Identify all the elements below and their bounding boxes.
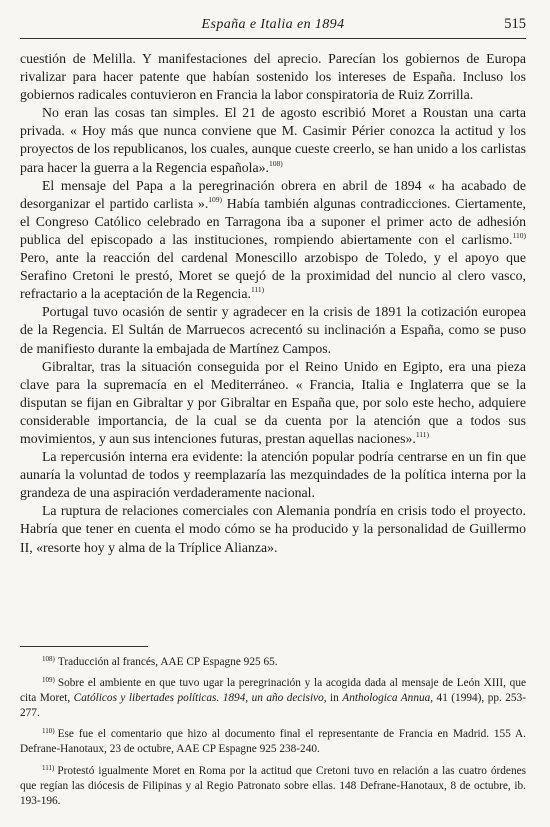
paragraph bbox=[20, 448, 526, 502]
paragraph-text: No eran las cosas tan simples. El 21 de agosto escribió Moret a Roustan una carta privada. « Hoy más que nunca conviene que M. Casimir Périer conozca la actitud y los proyectos de los republicanos, los cuales, aunque cueste creerlo, se han unido a los carlistas para hacer la guerra a la Regencia española». bbox=[20, 105, 526, 175]
footnote-text: , 41 (1994), pp. 253-277. bbox=[20, 692, 526, 720]
footnote-reference: 108) bbox=[268, 158, 283, 168]
paragraph-text: Gibraltar, tras la situación conseguida por el Reino Unido en Egipto, era una pieza clave para la supremacía en el Mediterráneo. « Francia, Italia e Inglaterra que se la disputan se fijan en Gibraltar y por Gibraltar en España que, por solo este hecho, adquiere considerable importancia, de la cual se da cuenta por la atención que a todos sus movimientos, y aun sus intenciones futuras, prestan aquellas naciones». bbox=[20, 358, 526, 446]
paragraph bbox=[20, 50, 526, 104]
paragraph bbox=[20, 502, 526, 556]
footnote-separator bbox=[20, 646, 148, 647]
paragraph bbox=[20, 358, 526, 448]
paragraph-text: La ruptura de relaciones comerciales con Alemania pondría en crisis todo el proyecto. Habría que tener en cuenta el modo cómo se ha producido y la personalidad de Guillermo II, «resorte hoy y alma de la Tríplice Alianza». bbox=[20, 503, 526, 555]
footnote-110 bbox=[20, 727, 526, 757]
footnote-italic-title: Católicos y libertades políticas. 1894, un año decisivo bbox=[73, 692, 324, 705]
page-header bbox=[20, 16, 526, 39]
footnote-111 bbox=[20, 764, 526, 809]
footnotes bbox=[20, 655, 526, 809]
paragraph-text: Había también algunas contradicciones. Ciertamente, el Congreso Católico celebrado en Tarragona iba a suponer el primer acto de adhesión publica del episcopado a las instituciones, rompiendo abiertamente con el carlismo. bbox=[20, 195, 526, 247]
footnote-reference: 111) bbox=[250, 285, 265, 295]
paragraph bbox=[20, 104, 526, 176]
footnote-reference: 109) bbox=[208, 194, 223, 204]
footnote-marker: 110) bbox=[42, 727, 55, 736]
running-title: España e Italia en 1894 bbox=[201, 17, 345, 32]
paragraph-text: La repercusión interna era evidente: la atención popular podría centrarse en un fin que aunaría la voluntad de todos y reemplazaría las mezquindades de la política interna por la grandeza de una aspiración verdaderamente nacional. bbox=[20, 449, 526, 501]
footnote-109 bbox=[20, 676, 526, 721]
footnote-reference: 111) bbox=[415, 429, 430, 439]
main-text bbox=[20, 50, 526, 557]
footnote-text: Protestó igualmente Moret en Roma por la actitud que Cretoni tuvo en relación a las cuatro órdenes que regían las diócesis de Filipinas y al Regio Patronato sobre ellas. 148 Defrane-Hanotaux, 8 de octubre, ib. 193-196. bbox=[20, 764, 526, 807]
footnote-marker: 111) bbox=[42, 763, 55, 772]
footnote-text: Traducción al francés, AAE CP Espagne 925 65. bbox=[57, 656, 278, 668]
page-number: 515 bbox=[504, 16, 526, 32]
paragraph bbox=[20, 303, 526, 357]
paragraph-text: Pero, ante la reacción del cardenal Monescillo arzobispo de Toledo, y el apoyo que Serafino Cretoni le prestó, Moret se quejó de la proximidad del nuncio al clero vasco, refractario a la aceptación de la Regencia. bbox=[20, 250, 526, 302]
paragraph-text: Portugal tuvo ocasión de sentir y agradecer en la crisis de 1891 la cotización europea de la Regencia. El Sultán de Marruecos acrecentó su inclinación a España, como se puso de manifiesto durante la embajada de Martínez Campos. bbox=[20, 304, 526, 356]
footnote-108 bbox=[20, 655, 526, 670]
paragraph-text: cuestión de Melilla. Y manifestaciones del aprecio. Parecían los gobiernos de Europa rivalizar para hacer patente que habían sostenido los intereses de España. Incluso los gobiernos radicales contuvieron en Francia la labor conspiratoria de Ruiz Zorrilla. bbox=[20, 51, 526, 103]
paragraph-text: El mensaje del Papa a la peregrinación obrera en abril de 1894 « ha acabado de desorganizar el partido carlista ». bbox=[20, 177, 526, 211]
footnote-text: , in bbox=[323, 692, 343, 705]
footnote-italic-journal: Anthologica Annua bbox=[342, 692, 431, 705]
footnote-marker: 109) bbox=[42, 676, 55, 685]
footnote-text: Sobre el ambiente en que tuvo ugar la peregrinación y la acogida dada al mensaje de León XIII, que cita Moret, bbox=[20, 677, 526, 705]
footnote-marker: 108) bbox=[42, 655, 55, 663]
paragraph bbox=[20, 177, 526, 304]
footnote-reference: 110) bbox=[512, 230, 526, 240]
footnote-text: Ese fue el comentario que hizo al documento final el representante de Francia en Madrid. 155 A. Defrane-Hanotaux, 23 de octubre, AAE CP Espagne 925 238-240. bbox=[20, 728, 526, 756]
